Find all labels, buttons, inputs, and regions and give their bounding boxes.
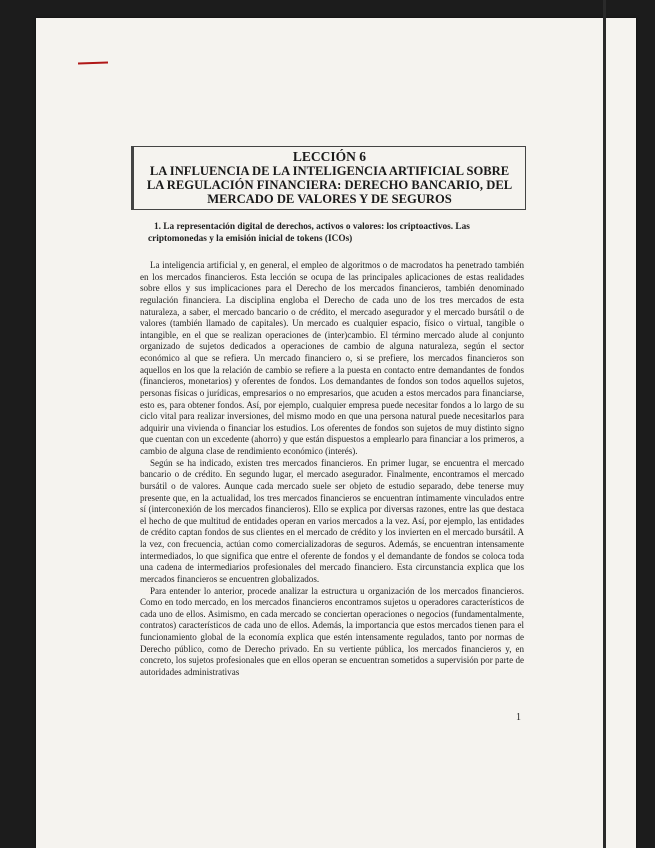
lesson-title-line-3: MERCADO DE VALORES Y DE SEGUROS xyxy=(207,192,452,206)
page-edge xyxy=(603,0,606,848)
lesson-number: LECCIÓN 6 xyxy=(292,149,367,164)
body-text xyxy=(140,260,524,679)
paragraph-2: Según se ha indicado, existen tres mercados financieros. En primer lugar, se encuentra el mercado bancario o de crédito. En segundo lugar, el mercado asegurador. Finalmente, encontramos el mercado bursátil o de valores. Aunque cada mercado suele ser objeto de estudio separado, debe tenerse muy presente que, en la actualidad, los tres mercados financieros se encuentran íntimamente vinculados entre sí (interconexión de los mercados financieros). Ello se explica por diversas razones, entre las que destaca el hecho de que multitud de entidades operan en varios mercados a la vez. Así, por ejemplo, las entidades de crédito captan fondos de sus clientes en el mercado de crédito y los invierten en el mercado bursátil. A la vez, con frecuencia, actúan como comercializadoras de seguros. Además, se encuentran intensamente intermediados, lo que significa que entre el oferente de fondos y el demandante de fondos se coloca toda una cadena de intermediarios profesionales del mercado financiero. Esta circunstancia explica que los mercados financieros se encuentren globalizados. xyxy=(140,457,524,584)
lesson-header-box xyxy=(131,146,526,210)
page-number: 1 xyxy=(516,712,521,723)
paragraph-3: Para entender lo anterior, procede analizar la estructura u organización de los mercados financieros. Como en todo mercado, en los mercados financieros encontramos sujetos u operadores característicos de cada uno de ellos. Asimismo, en cada mercado se conciertan operaciones o negocios (fundamentalmente, contratos) característicos de cada uno de ellos. Además, la importancia que estos mercados tienen para el funcionamiento global de la economía explica que estén intensamente regulados, tanto por normas de Derecho público, como de Derecho privado. En su vertiente pública, los mercados financieros y, en concreto, los sujetos profesionales que en ellos operan se encuentran sometidos a supervisión por parte de autoridades administrativas xyxy=(140,585,524,677)
paragraph-1: La inteligencia artificial y, en general, el empleo de algoritmos o de macrodatos ha penetrado también en los mercados financieros. Esta lección se ocupa de las principales aplicaciones de estas realidades sobre ellos y sus implicaciones para el Derecho de los mercados financieros, también denominado regulación financiera. La disciplina engloba el Derecho de cada uno de los tres mercados de esta naturaleza, a saber, el mercado bancario o de crédito, el mercado asegurador y el mercado bursátil o de valores (también llamado de capitales). Un mercado es cualquier espacio, físico o virtual, tangible o intangible, en el que se realizan operaciones de (inter)cambio. El término mercado alude al conjunto organizado de sujetos dedicados a operaciones de cambio de alguna naturaleza, según el sector económico al que se refiera. Un mercado financiero o, si se prefiere, los mercados financieros son aquellos en los que la relación de cambio se refiere a la puesta en contacto entre demandantes de fondos (financieros, monetarios) y oferentes de fondos. Los demandantes de fondos son todos aquellos sujetos, personas físicas o jurídicas, empresarios o no empresarios, que acuden a estos mercados para financiarse, esto es, para obtener fondos. Así, por ejemplo, cualquier empresa puede necesitar fondos a lo largo de su ciclo vital para realizar inversiones, del mismo modo en que una persona natural puede necesitarlos para adquirir una vivienda o financiar los estudios. Los oferentes de fondos son sujetos de muy distinto signo que cuentan con un excedente (ahorro) y que están dispuestos a emplearlo para financiar a los primeros, a cambio de alguna clase de rendimiento económico (interés). xyxy=(140,260,524,456)
lesson-title-line-1: LA INFLUENCIA DE LA INTELIGENCIA ARTIFICIAL SOBRE xyxy=(149,164,510,178)
section-heading: 1. La representación digital de derechos, activos o valores: los criptoactivos. Las criptomonedas y la emisión inicial de tokens (ICOs) xyxy=(148,222,470,244)
lesson-title-line-2: LA REGULACIÓN FINANCIERA: DERECHO BANCARIO, DEL xyxy=(146,178,513,192)
